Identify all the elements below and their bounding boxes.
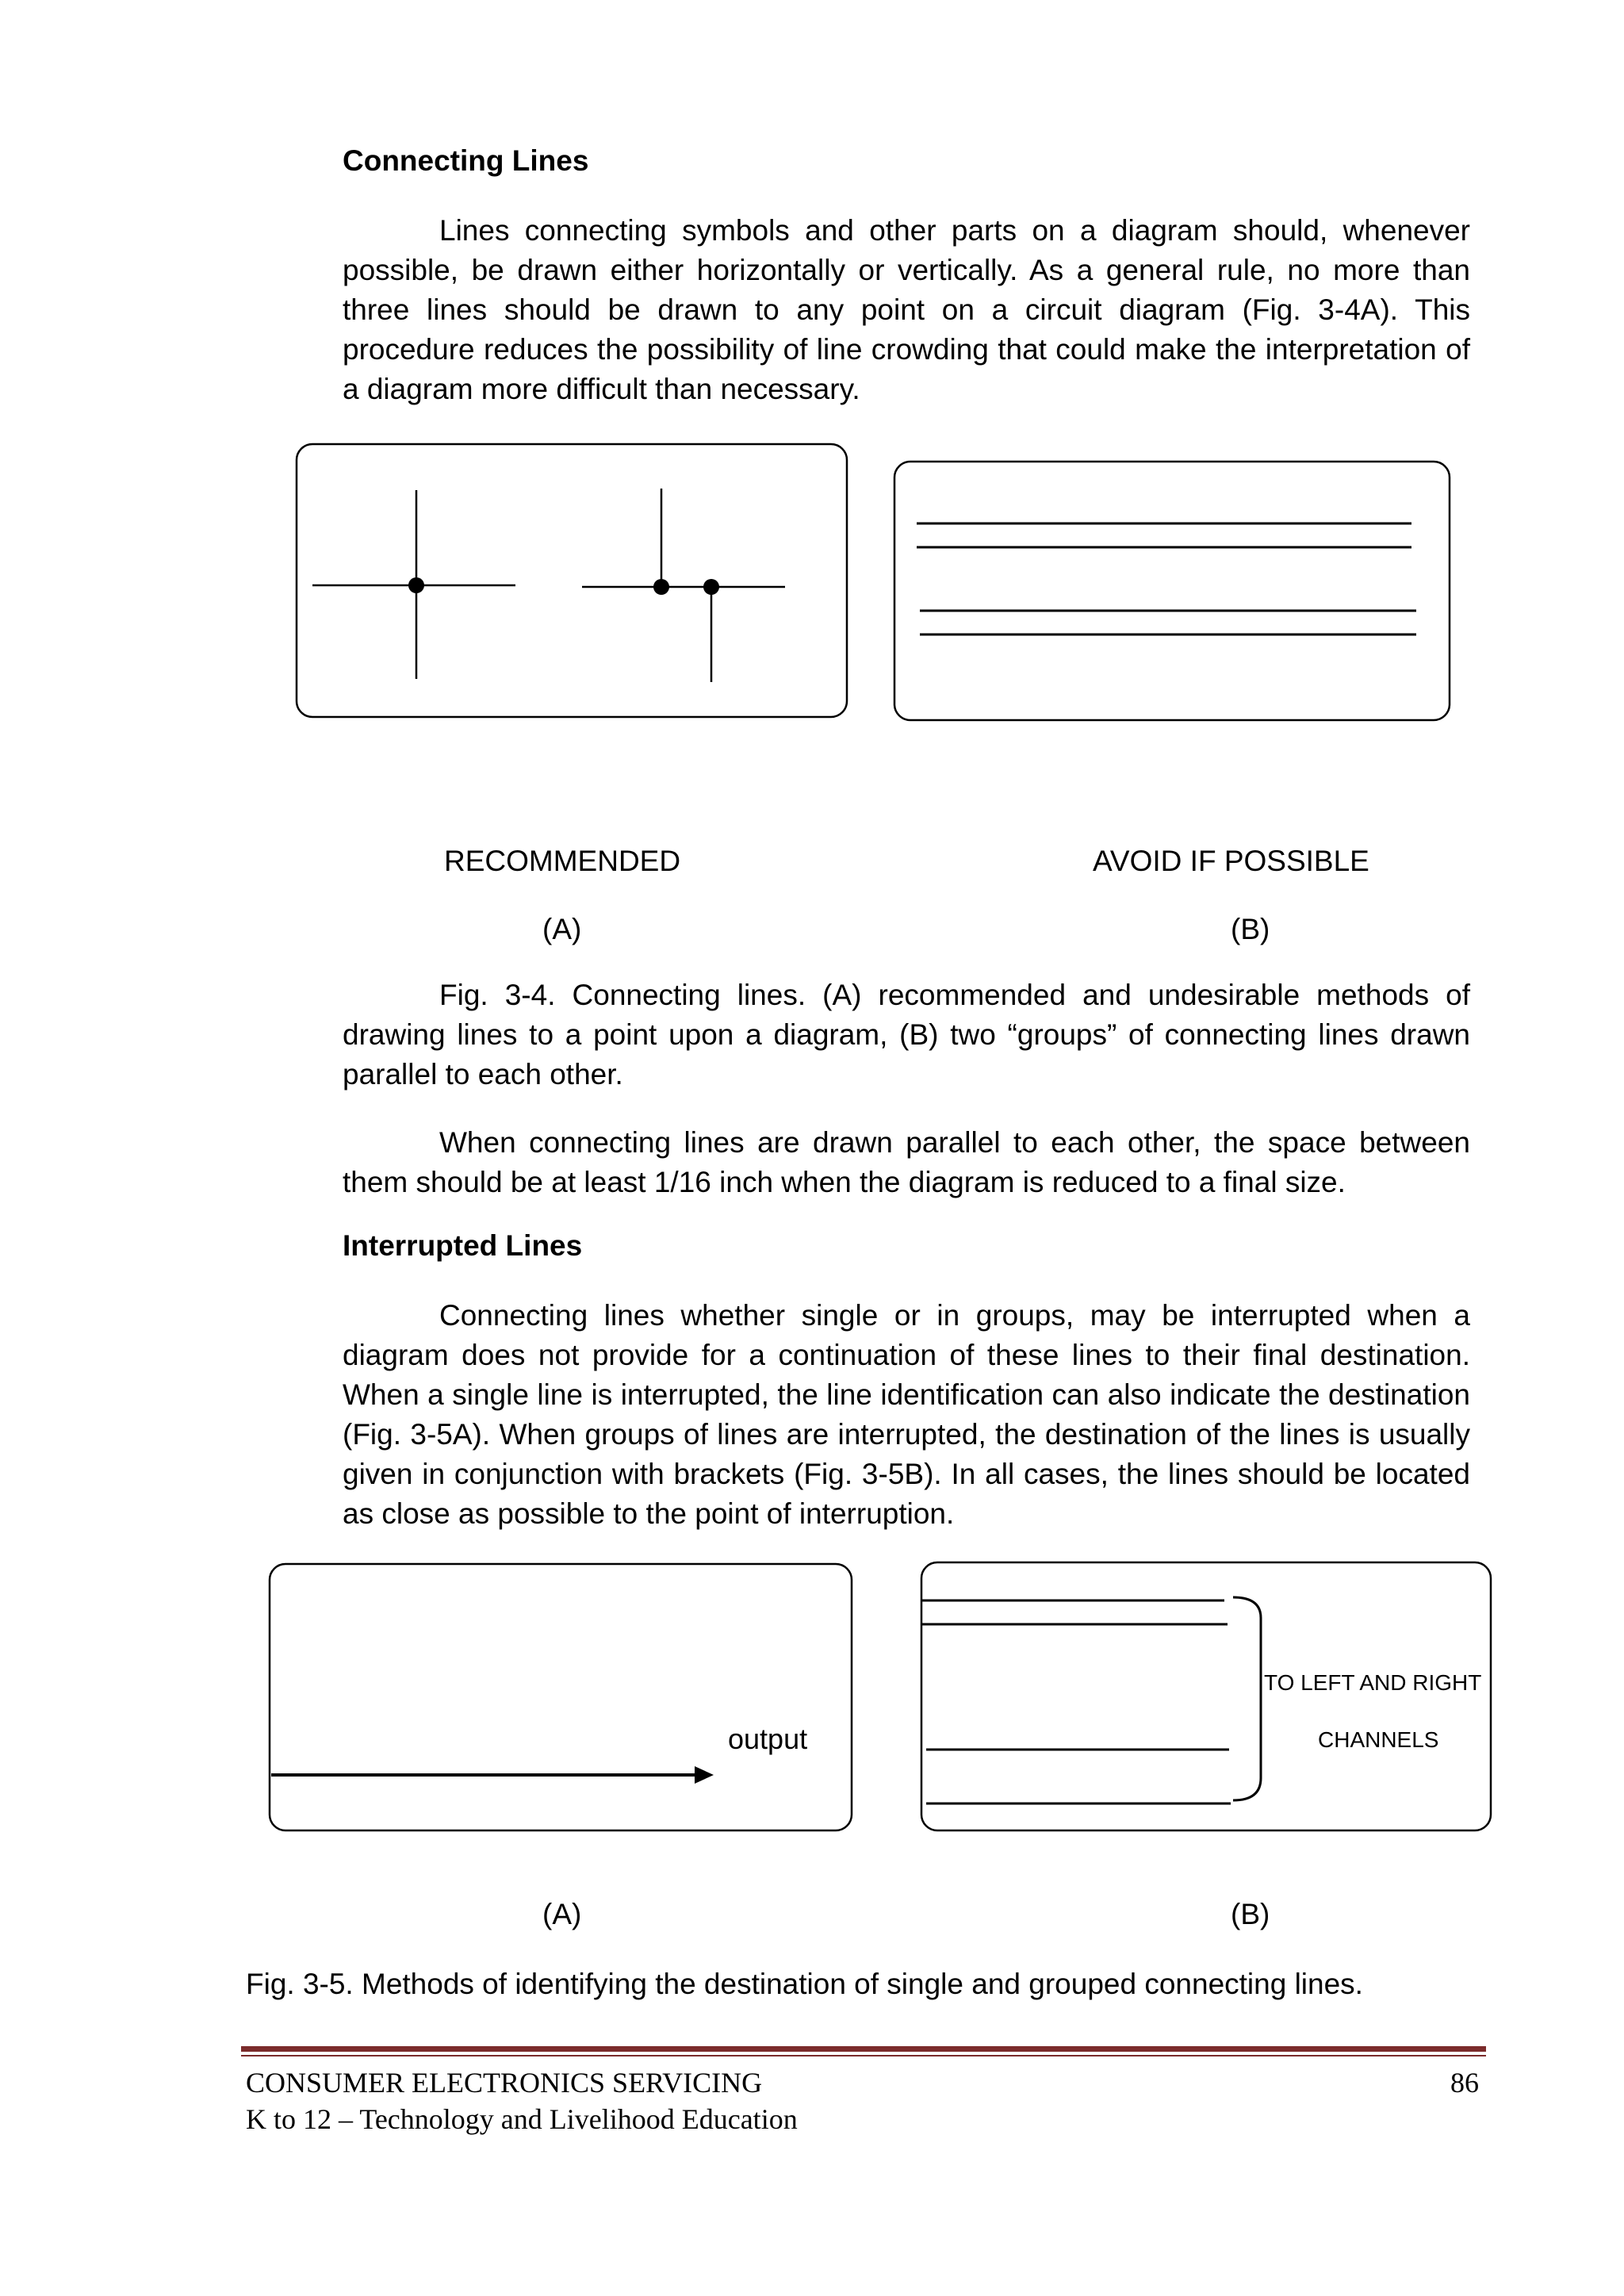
section-heading-connecting-lines: Connecting Lines [343,144,589,177]
footer-title: CONSUMER ELECTRONICS SERVICING [246,2067,763,2099]
paragraph-connecting-lines: Lines connecting symbols and other parts on a diagram should, whenever possible, be drawn either horizontally or vertically. As a general rule, no more than three lines should be drawn to any point on a circuit diagram (Fig. 3-4A). This procedure reduces the possibility of line crowding that could make the interpretation of a diagram more difficult than necessary. [343,214,1470,405]
paragraph-interrupted-lines: Connecting lines whether single or in groups, may be interrupted when a diagram does not provide for a continuation of these lines to their final destination. When a single line is interrupted, the line identification can also indicate the destination (Fig. 3-5A). When groups of lines are interrupted, the destination of the lines is usually given in conjunction with brackets (Fig. 3-5B). In all cases, the lines should be located as close as possible to the point of interruption. [343,1299,1470,1530]
figure-3-5b-diagram [920,1561,1492,1832]
footer-subtitle: K to 12 – Technology and Livelihood Education [246,2103,798,2135]
label-recommended: RECOMMENDED [444,845,681,877]
label-output: output [728,1723,808,1755]
caption-fig-3-5: Fig. 3-5. Methods of identifying the destination of single and grouped connecting lines. [246,1968,1363,2000]
arrow-head [695,1766,714,1784]
label-fig34-b: (B) [1231,913,1270,945]
label-fig35-a: (A) [542,1898,582,1930]
label-avoid-if-possible: AVOID IF POSSIBLE [1093,845,1369,877]
caption-fig-3-4: Fig. 3-4. Connecting lines. (A) recommended and undesirable methods of drawing lines to a point upon a diagram, (B) two “groups” of connecting lines drawn parallel to each other. [343,979,1470,1091]
paragraph-parallel-spacing: When connecting lines are drawn parallel to each other, the space between them should be at least 1/16 inch when the diagram is reduced to a final size. [343,1126,1470,1198]
figure-3-5a-diagram [268,1562,853,1832]
label-fig34-a: (A) [542,913,582,945]
label-to-left-and-right: TO LEFT AND RIGHT [1264,1670,1482,1695]
section-heading-interrupted-lines: Interrupted Lines [343,1229,583,1262]
label-fig35-b: (B) [1231,1898,1270,1930]
figure-3-4a-diagram [295,443,850,720]
page-number: 86 [1450,2067,1479,2099]
label-channels: CHANNELS [1318,1727,1439,1752]
footer-rule-thick [241,2046,1486,2052]
footer-rule-thin [241,2055,1486,2056]
figure-3-4b-diagram [893,460,1453,722]
bracket-icon [1233,1597,1261,1800]
